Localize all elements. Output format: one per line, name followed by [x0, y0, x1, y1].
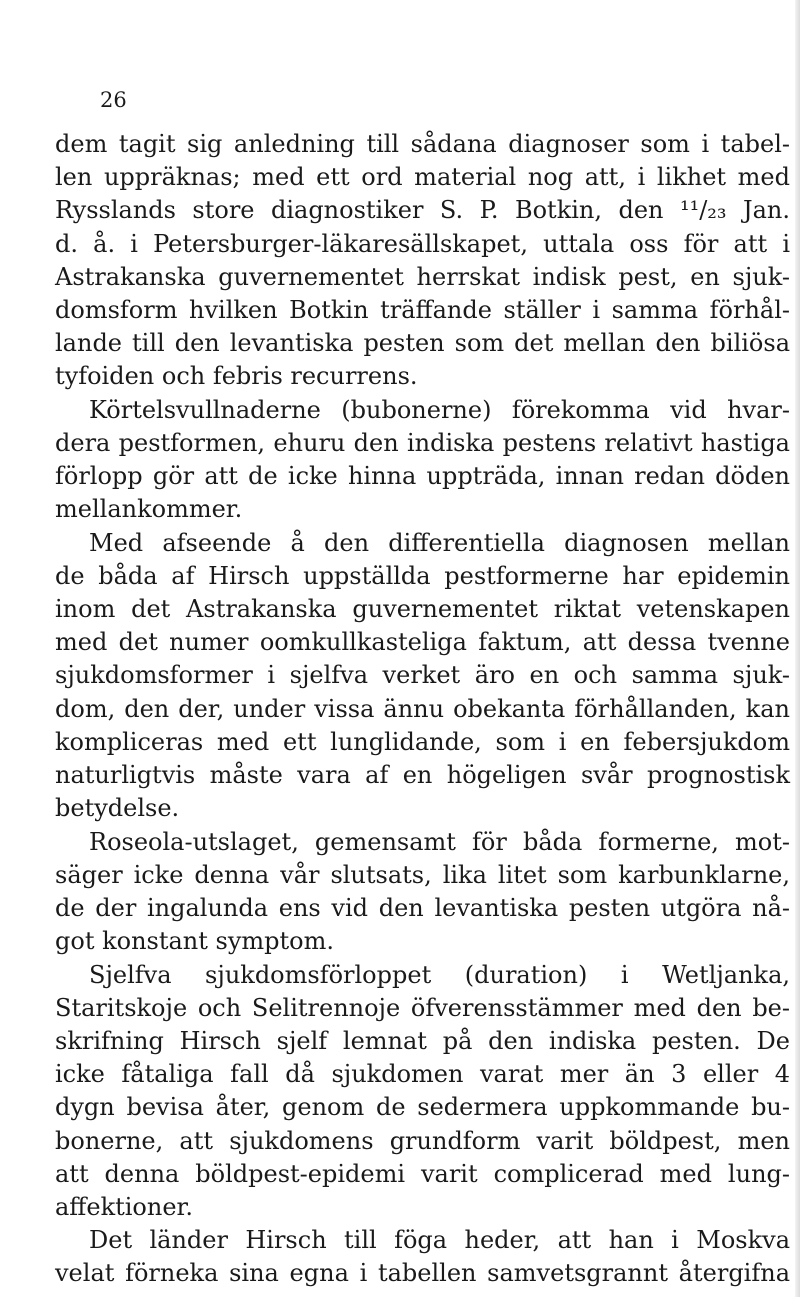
text-line: de der ingalunda ens vid den levantiska pesten utgöra nå- [55, 894, 790, 922]
text-line: Staritskoje och Selitrennoje öfverensstämmer med den be- [55, 994, 790, 1022]
text-line: Astrakanska guvernementet herrskat indisk pest, en sjuk- [55, 263, 790, 291]
text-line: naturligtvis måste vara af en högeligen svår prognostisk [55, 761, 790, 789]
text-line: dera pestformen, ehuru den indiska pestens relativt hastiga [55, 429, 790, 457]
text-line: velat förneka sina egna i tabellen samvetsgrannt återgifna [55, 1259, 790, 1287]
text-line: dom, den der, under vissa ännu obekanta förhållanden, kan [55, 695, 790, 723]
text-line: domsform hvilken Botkin träffande ställer i samma förhål- [55, 296, 790, 324]
text-line: skrifning Hirsch sjelf lemnat på den indiska pesten. De [55, 1027, 790, 1055]
text-line: got konstant symptom. [55, 927, 335, 955]
text-line: förlopp gör att de icke hinna uppträda, innan redan döden [55, 462, 790, 490]
text-line: Det länder Hirsch till föga heder, att han i Moskva [89, 1226, 790, 1254]
text-line: icke fåtaliga fall då sjukdomen varat mer än 3 eller 4 [55, 1060, 790, 1088]
text-line: Rysslands store diagnostiker S. P. Botkin, den ¹¹/₂₃ Jan. [55, 196, 790, 224]
text-line: säger icke denna vår slutsats, lika litet som karbunklarne, [55, 861, 790, 889]
text-line: Roseola-utslaget, gemensamt för båda formerne, mot- [89, 828, 790, 856]
text-line: mellankommer. [55, 495, 243, 523]
text-line: dygn bevisa åter, genom de sedermera uppkommande bu- [55, 1093, 790, 1121]
text-line: affektioner. [55, 1193, 193, 1221]
text-line: tyfoiden och febris recurrens. [55, 362, 418, 390]
text-line: Med afseende å den differentiella diagnosen mellan [89, 529, 790, 557]
text-line: betydelse. [55, 794, 180, 822]
page-number: 26 [100, 88, 127, 112]
page-edge [795, 0, 800, 1297]
text-line: sjukdomsformer i sjelfva verket äro en och samma sjuk- [55, 661, 790, 689]
text-line: Körtelsvullnaderne (bubonerne) förekomma vid hvar- [89, 396, 790, 424]
text-line: bonerne, att sjukdomens grundform varit böldpest, men [55, 1127, 790, 1155]
text-line: len uppräknas; med ett ord material nog att, i likhet med [55, 163, 790, 191]
text-line: d. å. i Petersburger-läkaresällskapet, uttala oss för att i [55, 230, 790, 258]
text-line: lande till den levantiska pesten som det mellan den biliösa [55, 329, 790, 357]
text-line: inom det Astrakanska guvernementet riktat vetenskapen [55, 595, 790, 623]
text-line: kompliceras med ett lunglidande, som i en febersjukdom [55, 728, 790, 756]
text-line: de båda af Hirsch uppställda pestformerne har epidemin [55, 562, 790, 590]
text-line: att denna böldpest-epidemi varit complicerad med lung- [55, 1160, 790, 1188]
text-line: dem tagit sig anledning till sådana diagnoser som i tabel- [55, 130, 790, 158]
text-line: med det numer oomkullkasteliga faktum, att dessa tvenne [55, 628, 790, 656]
text-line: Sjelfva sjukdomsförloppet (duration) i Wetljanka, [89, 961, 790, 989]
